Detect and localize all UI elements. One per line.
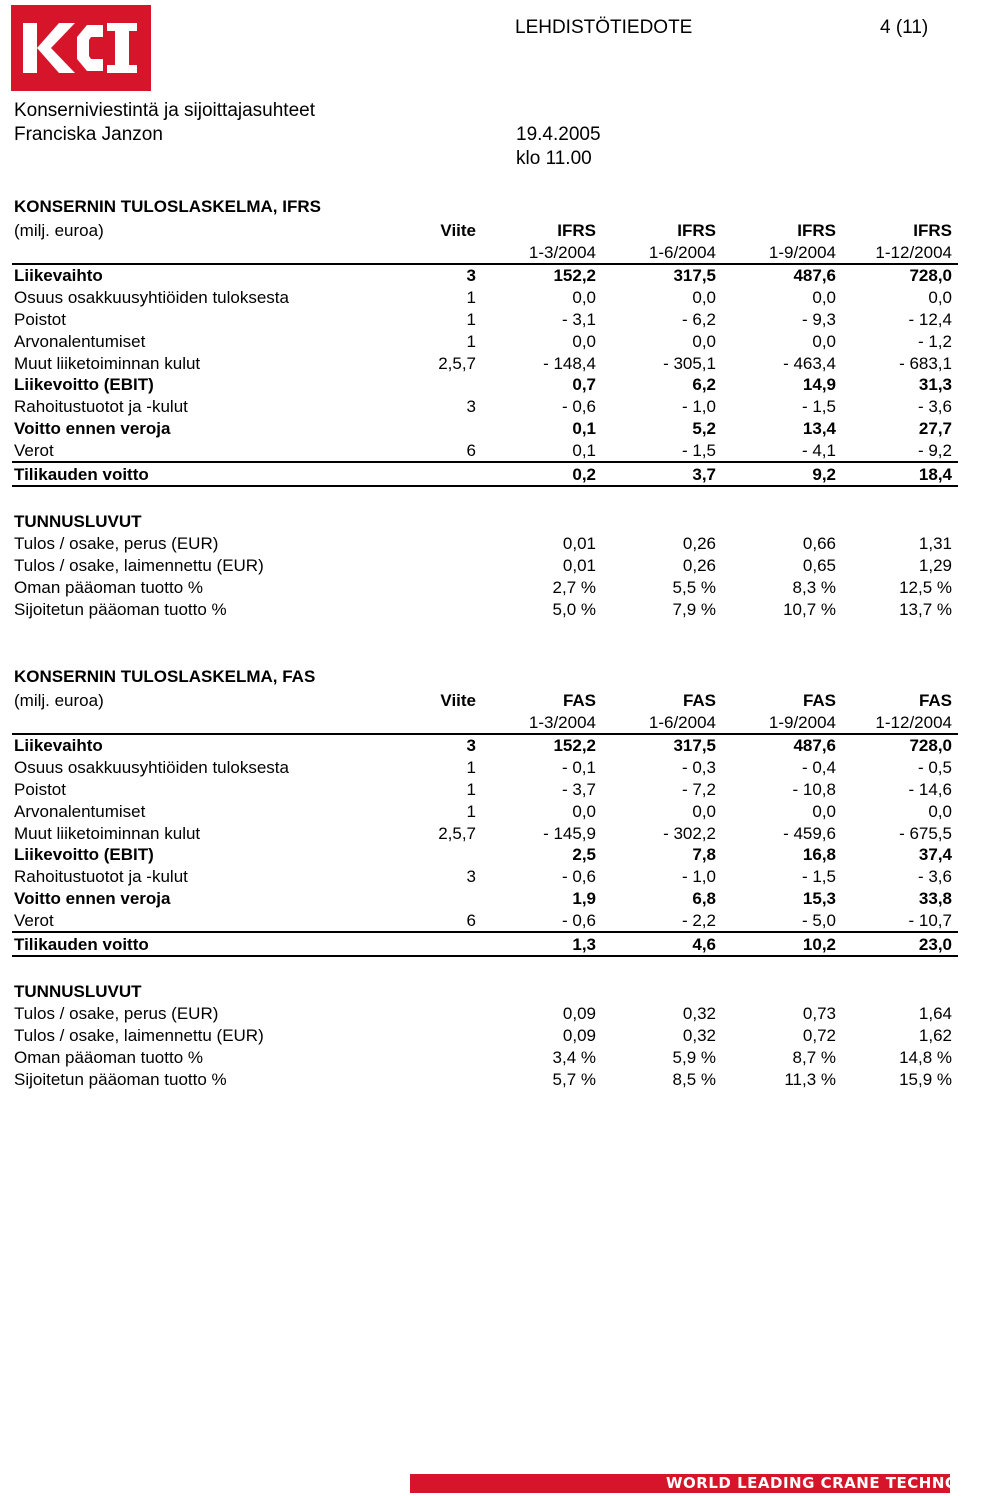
row-value: 317,5 [673, 736, 716, 756]
row-value: 1,3 [482, 932, 602, 956]
kpi-row [12, 576, 958, 598]
footer-slogan: WORLD LEADING CRANE TECHNOLOGY [666, 1474, 1005, 1492]
row-value: 0,1 [572, 440, 596, 460]
kpi-value: 5,7 % [552, 1069, 596, 1089]
kpi-value: 11,3 % [784, 1069, 836, 1089]
table-row [12, 756, 958, 778]
period-header: 1-3/2004 [482, 711, 602, 734]
row-note: 3 [466, 736, 476, 756]
row-label: Osuus osakkuusyhtiöiden tuloksesta [14, 288, 289, 308]
row-value: - 1,0 [681, 397, 716, 417]
row-value: - 10,7 [908, 910, 952, 930]
standard-header: FAS [562, 690, 596, 710]
period-header: 1-6/2004 [602, 711, 722, 734]
kpi-value: 3,4 % [552, 1047, 596, 1067]
page-number: 4 (11) [880, 17, 929, 38]
row-value: - 463,4 [783, 353, 836, 373]
standard-header: IFRS [677, 220, 716, 240]
row-label: Verot [14, 440, 54, 460]
row-value: 13,4 [802, 418, 836, 438]
row-value: 317,5 [673, 266, 716, 286]
kpi-value: 0,01 [562, 555, 596, 575]
period-header: 1-6/2004 [602, 241, 722, 264]
unit-label: (milj. euroa) [14, 220, 104, 240]
row-note [390, 844, 482, 866]
table-row [12, 374, 958, 396]
row-value: - 683,1 [899, 353, 952, 373]
table-row [12, 865, 958, 887]
row-value: - 145,9 [543, 823, 596, 843]
kpi-section-title: TUNNUSLUVUT [14, 982, 142, 1002]
kpi-value: 14,8 % [899, 1047, 952, 1067]
kpi-label: Tulos / osake, perus (EUR) [14, 1004, 219, 1024]
standard-header: FAS [802, 690, 836, 710]
row-value: - 1,5 [681, 440, 716, 460]
row-note [390, 887, 482, 909]
kpi-value: 15,9 % [899, 1069, 952, 1089]
kpi-value: 0,73 [802, 1004, 836, 1024]
row-value: 37,4 [918, 845, 952, 865]
table-row [12, 887, 958, 909]
row-label: Rahoitustuotot ja -kulut [14, 397, 188, 417]
row-value: 6,8 [692, 888, 716, 908]
table-row [12, 395, 958, 417]
unit-label: (milj. euroa) [14, 690, 104, 710]
row-label: Muut liiketoiminnan kulut [14, 353, 201, 373]
row-value: - 0,6 [561, 397, 596, 417]
row-value: - 14,6 [908, 779, 952, 799]
kpi-title-row [12, 511, 958, 533]
row-value: - 2,2 [681, 910, 716, 930]
row-note: 3 [466, 867, 476, 887]
row-label: Verot [14, 910, 54, 930]
row-value: 0,0 [812, 288, 836, 308]
row-value: - 0,4 [801, 758, 836, 778]
standard-header: FAS [682, 690, 716, 710]
row-value: - 3,6 [917, 867, 952, 887]
kpi-value: 0,32 [682, 1025, 716, 1045]
standard-header: IFRS [797, 220, 836, 240]
kpi-row [12, 1046, 958, 1068]
kpi-value: 0,72 [802, 1025, 836, 1045]
table-row [12, 417, 958, 439]
row-value: - 6,2 [681, 309, 716, 329]
row-value: 487,6 [793, 266, 836, 286]
row-label: Poistot [14, 779, 66, 799]
table-row [12, 264, 958, 287]
row-label: Voitto ennen veroja [14, 418, 171, 438]
table-row [12, 778, 958, 800]
row-value: 728,0 [909, 736, 952, 756]
kpi-value: 1,31 [918, 534, 952, 554]
row-value: 18,4 [842, 462, 958, 486]
kpi-value: 12,5 % [899, 577, 952, 597]
row-value: - 3,6 [917, 397, 952, 417]
row-value: 0,0 [692, 288, 716, 308]
kpi-value: 8,7 % [792, 1047, 836, 1067]
row-value: 3,7 [602, 462, 722, 486]
row-note: 6 [466, 440, 476, 460]
row-label: Arvonalentumiset [14, 801, 146, 821]
period-header: 1-9/2004 [722, 241, 842, 264]
row-value: 0,0 [692, 331, 716, 351]
kpi-value: 0,09 [562, 1025, 596, 1045]
kpi-label: Tulos / osake, laimennettu (EUR) [14, 555, 264, 575]
kpi-value: 0,01 [562, 534, 596, 554]
kpi-value: 10,7 % [783, 599, 836, 619]
row-value: 0,7 [572, 375, 596, 395]
row-value: 0,2 [482, 462, 602, 486]
table-row [12, 352, 958, 374]
kpi-value: 8,5 % [672, 1069, 716, 1089]
kpi-label: Sijoitetun pääoman tuotto % [14, 1069, 227, 1089]
ifrs-income-statement-table [12, 219, 958, 620]
row-label: Liikevaihto [14, 266, 103, 286]
row-value: - 305,1 [663, 353, 716, 373]
row-note: 1 [466, 331, 476, 351]
kpi-value: 1,62 [918, 1025, 952, 1045]
note-header: Viite [440, 690, 476, 710]
row-value: 0,0 [812, 801, 836, 821]
row-note [390, 374, 482, 396]
kpi-title-row [12, 981, 958, 1003]
row-value: - 302,2 [663, 823, 716, 843]
kpi-row [12, 1002, 958, 1024]
row-value: 4,6 [602, 932, 722, 956]
row-value: 0,0 [928, 801, 952, 821]
row-value: - 148,4 [543, 353, 596, 373]
row-label: Osuus osakkuusyhtiöiden tuloksesta [14, 758, 289, 778]
table-row [12, 909, 958, 932]
row-value: 9,2 [722, 462, 842, 486]
kpi-value: 5,9 % [672, 1047, 716, 1067]
row-value: 16,8 [802, 845, 836, 865]
row-value: - 10,8 [792, 779, 836, 799]
kpi-label: Oman pääoman tuotto % [14, 1047, 204, 1067]
kpi-value: 7,9 % [672, 599, 716, 619]
kpi-label: Tulos / osake, perus (EUR) [14, 534, 219, 554]
row-value: - 9,3 [801, 309, 836, 329]
row-label: Liikevaihto [14, 736, 103, 756]
fas-income-statement-table [12, 689, 958, 1090]
kpi-label: Sijoitetun pääoman tuotto % [14, 599, 227, 619]
kpi-label: Oman pääoman tuotto % [14, 577, 204, 597]
row-value: 1,9 [572, 888, 596, 908]
row-value: 7,8 [692, 845, 716, 865]
kpi-value: 13,7 % [899, 599, 952, 619]
note-header: Viite [440, 220, 476, 240]
kpi-label: Tulos / osake, laimennettu (EUR) [14, 1025, 264, 1045]
period-header: 1-9/2004 [722, 711, 842, 734]
row-value: - 3,7 [561, 779, 596, 799]
row-note: 1 [466, 309, 476, 329]
kpi-value: 0,09 [562, 1004, 596, 1024]
table-header-row [12, 219, 958, 241]
row-value: 6,2 [692, 375, 716, 395]
row-value: - 1,5 [801, 397, 836, 417]
row-value: 152,2 [553, 736, 596, 756]
kpi-value: 0,26 [682, 534, 716, 554]
row-value: 27,7 [918, 418, 952, 438]
kpi-row [12, 554, 958, 576]
row-note: 2,5,7 [438, 823, 476, 843]
kpi-value: 0,66 [802, 534, 836, 554]
row-value: - 1,5 [801, 867, 836, 887]
document-type: LEHDISTÖTIEDOTE [515, 17, 693, 38]
row-value: 0,0 [692, 801, 716, 821]
contact-name: Franciska Janzon [14, 124, 163, 145]
row-note: 6 [466, 910, 476, 930]
release-time: klo 11.00 [516, 148, 592, 169]
row-value: - 0,1 [561, 758, 596, 778]
row-value: 0,0 [572, 331, 596, 351]
fas-section-title: KONSERNIN TULOSLASKELMA, FAS [14, 667, 316, 686]
row-value: 14,9 [802, 375, 836, 395]
row-value: 0,0 [928, 288, 952, 308]
row-label: Liikevoitto (EBIT) [14, 845, 154, 865]
row-label: Arvonalentumiset [14, 331, 146, 351]
table-row [12, 734, 958, 757]
row-value: - 1,2 [917, 331, 952, 351]
kpi-value: 1,29 [918, 555, 952, 575]
row-note: 3 [466, 266, 476, 286]
table-row [12, 462, 958, 486]
row-value: 487,6 [793, 736, 836, 756]
row-note [390, 417, 482, 439]
kpi-value: 2,7 % [552, 577, 596, 597]
row-note: 2,5,7 [438, 353, 476, 373]
row-value: - 1,0 [681, 867, 716, 887]
row-value: - 459,6 [783, 823, 836, 843]
row-value: 5,2 [692, 418, 716, 438]
table-row [12, 286, 958, 308]
table-row [12, 822, 958, 844]
row-note: 3 [466, 397, 476, 417]
row-label: Tilikauden voitto [12, 932, 390, 956]
period-header: 1-12/2004 [842, 711, 958, 734]
kpi-row [12, 1024, 958, 1046]
table-period-row [12, 241, 958, 264]
row-label: Rahoitustuotot ja -kulut [14, 867, 188, 887]
konecranes-logo [11, 5, 151, 91]
standard-header: IFRS [913, 220, 952, 240]
kpi-value: 1,64 [918, 1004, 952, 1024]
row-label: Tilikauden voitto [12, 462, 390, 486]
period-header: 1-3/2004 [482, 241, 602, 264]
row-value: 15,3 [802, 888, 836, 908]
table-row [12, 800, 958, 822]
table-row [12, 439, 958, 462]
row-value: - 0,6 [561, 867, 596, 887]
row-value: - 0,3 [681, 758, 716, 778]
kpi-row [12, 1068, 958, 1090]
row-value: 728,0 [909, 266, 952, 286]
kpi-value: 5,5 % [672, 577, 716, 597]
row-value: - 12,4 [908, 309, 952, 329]
release-date: 19.4.2005 [516, 124, 601, 145]
row-value: 33,8 [918, 888, 952, 908]
table-row [12, 330, 958, 352]
row-note [390, 932, 482, 956]
table-row [12, 932, 958, 956]
kpi-value: 5,0 % [552, 599, 596, 619]
kpi-row [12, 598, 958, 620]
row-note: 1 [466, 758, 476, 778]
row-label: Voitto ennen veroja [14, 888, 171, 908]
row-value: 0,0 [812, 331, 836, 351]
period-header: 1-12/2004 [842, 241, 958, 264]
row-note: 1 [466, 779, 476, 799]
row-note [390, 462, 482, 486]
row-value: 31,3 [918, 375, 952, 395]
table-header-row [12, 689, 958, 711]
table-period-row [12, 711, 958, 734]
row-value: 23,0 [842, 932, 958, 956]
row-value: - 3,1 [561, 309, 596, 329]
standard-header: FAS [918, 690, 952, 710]
table-row [12, 844, 958, 866]
kpi-value: 0,65 [802, 555, 836, 575]
row-value: - 9,2 [917, 440, 952, 460]
table-row [12, 308, 958, 330]
ifrs-section-title: KONSERNIN TULOSLASKELMA, IFRS [14, 197, 321, 216]
kpi-value: 0,26 [682, 555, 716, 575]
row-value: - 0,5 [917, 758, 952, 778]
kpi-row [12, 532, 958, 554]
kpi-section-title: TUNNUSLUVUT [14, 512, 142, 532]
row-value: - 0,6 [561, 910, 596, 930]
row-label: Liikevoitto (EBIT) [14, 375, 154, 395]
row-value: 0,0 [572, 288, 596, 308]
row-value: - 5,0 [801, 910, 836, 930]
row-note: 1 [466, 288, 476, 308]
row-value: 0,1 [572, 418, 596, 438]
row-label: Muut liiketoiminnan kulut [14, 823, 201, 843]
row-label: Poistot [14, 309, 66, 329]
kpi-value: 0,32 [682, 1004, 716, 1024]
standard-header: IFRS [557, 220, 596, 240]
row-value: 152,2 [553, 266, 596, 286]
row-note: 1 [466, 801, 476, 821]
row-value: 2,5 [572, 845, 596, 865]
row-value: - 7,2 [681, 779, 716, 799]
department: Konserniviestintä ja sijoittajasuhteet [14, 100, 316, 121]
kpi-value: 8,3 % [792, 577, 836, 597]
row-value: - 4,1 [801, 440, 836, 460]
row-value: 10,2 [722, 932, 842, 956]
row-value: - 675,5 [899, 823, 952, 843]
row-value: 0,0 [572, 801, 596, 821]
